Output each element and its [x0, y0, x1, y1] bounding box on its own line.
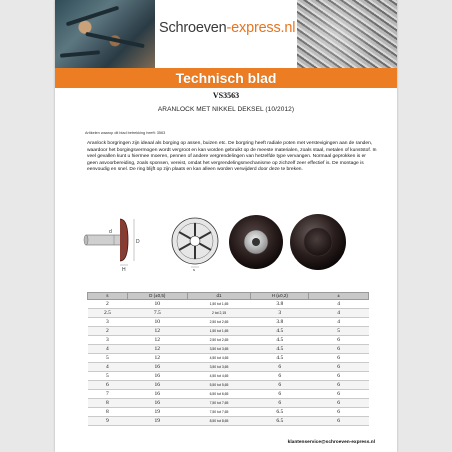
table-cell: 2 tot 2,15	[187, 308, 251, 317]
table-cell: 7.5	[127, 308, 187, 317]
table-cell: 16	[127, 398, 187, 407]
table-cell: 3	[251, 308, 309, 317]
label-s: s	[193, 267, 195, 272]
table-cell: 6.5	[251, 407, 309, 416]
table-row	[88, 380, 369, 389]
table-cell: 6	[309, 416, 369, 425]
table-cell: 6	[309, 362, 369, 371]
table-row	[88, 299, 369, 308]
table-cell: 8	[88, 398, 128, 407]
table-cell: 7	[88, 389, 128, 398]
table-cell: 2,50 tot 2,65	[187, 317, 251, 326]
table-cell: 6,50 tot 6,65	[187, 389, 251, 398]
front-view-drawing	[165, 214, 225, 272]
table-cell: 2	[88, 326, 128, 335]
table-cell: 4	[309, 299, 369, 308]
col-header: D (±0,5)	[127, 293, 187, 300]
table-cell: 6	[251, 362, 309, 371]
table-cell: 16	[127, 380, 187, 389]
header-photo-screws	[297, 0, 397, 68]
description: Aranlock borgringen zijn ideaal als borging op assen, buizen etc. De borgring heeft radiale poten met verstevigingen aan de randen, waardoor het borgingsvermogen wordt vergroot en kan worden gebruikt op de meeste materialen, zoals staal, metalen of kunststof. In veel gevallen kunt u hiermee moeren, pennen of andere vergrendelingen van hetzelfde type vervangen. Normaal geprokken is er geen asvoorbereiding, zoals sponsen, vereist, omdat het vergrendelingsmechanisme op zichzelf zeer effectief is. De montage is eenvoudig en snel. De ring blijft op zijn plaats en kan alleen worden verwijderd door deze te breken.	[87, 141, 377, 173]
table-cell: 4.5	[251, 344, 309, 353]
brand-logo[interactable]	[159, 20, 296, 42]
table-cell: 6	[251, 398, 309, 407]
table-cell: 6	[309, 335, 369, 344]
table-cell: 7,50 tot 7,65	[187, 398, 251, 407]
table-cell: 6	[309, 371, 369, 380]
table-row	[88, 389, 369, 398]
table-cell: 10	[127, 299, 187, 308]
col-header: H (±0,2)	[251, 293, 309, 300]
table-cell: 2,50 tot 2,65	[187, 335, 251, 344]
product-name: ARANLOCK MET NIKKEL DEKSEL (10/2012)	[157, 106, 295, 113]
table-cell: 7,50 tot 7,65	[187, 407, 251, 416]
table-cell: 6	[309, 380, 369, 389]
table-cell: 12	[127, 335, 187, 344]
table-cell: 8	[88, 407, 128, 416]
banner-title: Technisch blad	[55, 68, 397, 88]
table-row	[88, 326, 369, 335]
table-cell: 1,50 tot 1,65	[187, 326, 251, 335]
product-photo-ring	[227, 212, 285, 272]
table-cell: 4	[309, 317, 369, 326]
header-photo-tools	[55, 0, 155, 68]
table-cell: 12	[127, 326, 187, 335]
logo-suffix: -express.nl	[226, 20, 296, 36]
table-row	[88, 308, 369, 317]
col-header: d1	[187, 293, 251, 300]
footer-email[interactable]: klantenservice@schroeven-express.nl	[287, 440, 375, 445]
table-row	[88, 416, 369, 425]
table-cell: 5,50 tot 5,65	[187, 380, 251, 389]
table-cell: 3.8	[251, 317, 309, 326]
table-cell: 6	[88, 380, 128, 389]
table-row	[88, 317, 369, 326]
table-cell: 4.5	[251, 353, 309, 362]
table-cell: 19	[127, 416, 187, 425]
table-cell: 16	[127, 389, 187, 398]
col-header: ±	[309, 293, 369, 300]
table-cell: 4,50 tot 4,65	[187, 353, 251, 362]
table-cell: 3	[88, 317, 128, 326]
table-cell: 6	[309, 398, 369, 407]
table-cell: 10	[127, 317, 187, 326]
table-cell: 2.5	[88, 308, 128, 317]
col-header: s	[88, 293, 128, 300]
table-cell: 12	[127, 353, 187, 362]
article-note: Artikelen waarop dit blad betrekking heeft: 3563	[85, 131, 166, 135]
product-photo-cap	[287, 212, 349, 272]
table-row	[88, 353, 369, 362]
table-row	[88, 344, 369, 353]
table-cell: 4.5	[251, 335, 309, 344]
dimension-table	[87, 292, 369, 426]
label-d: d	[109, 229, 112, 235]
table-cell: 1,50 tot 1,65	[187, 299, 251, 308]
table-cell: 4	[88, 362, 128, 371]
table-cell: 5	[88, 353, 128, 362]
table-cell: 3,50 tot 3,65	[187, 344, 251, 353]
table-row	[88, 398, 369, 407]
table-cell: 6	[309, 407, 369, 416]
header	[55, 0, 397, 68]
table-cell: 3	[88, 335, 128, 344]
table-cell: 6.5	[251, 416, 309, 425]
technical-sheet	[55, 0, 397, 452]
table-cell: 12	[127, 344, 187, 353]
product-code: VS3563	[212, 91, 240, 100]
label-H: H	[122, 267, 126, 273]
table-cell: 16	[127, 371, 187, 380]
table-cell: 6	[309, 344, 369, 353]
table-cell: 6	[251, 371, 309, 380]
side-view-drawing	[82, 213, 152, 273]
table-row	[88, 362, 369, 371]
table-cell: 4.5	[251, 326, 309, 335]
table-row	[88, 407, 369, 416]
table-cell: 3,50 tot 3,65	[187, 362, 251, 371]
table-cell: 4	[88, 344, 128, 353]
table-cell: 5	[88, 371, 128, 380]
table-cell: 2	[88, 299, 128, 308]
table-cell: 6	[251, 389, 309, 398]
table-row	[88, 335, 369, 344]
table-cell: 9	[88, 416, 128, 425]
table-cell: 19	[127, 407, 187, 416]
table-cell: 3.8	[251, 299, 309, 308]
table-cell: 4	[309, 308, 369, 317]
table-cell: 5	[309, 326, 369, 335]
table-cell: 8,50 tot 8,65	[187, 416, 251, 425]
table-cell: 6	[309, 353, 369, 362]
table-cell: 4,50 tot 4,65	[187, 371, 251, 380]
table-cell: 16	[127, 362, 187, 371]
label-D: D	[136, 239, 140, 245]
logo-main: Schroeven	[159, 20, 227, 36]
table-row	[88, 371, 369, 380]
table-cell: 6	[251, 380, 309, 389]
table-cell: 6	[309, 389, 369, 398]
